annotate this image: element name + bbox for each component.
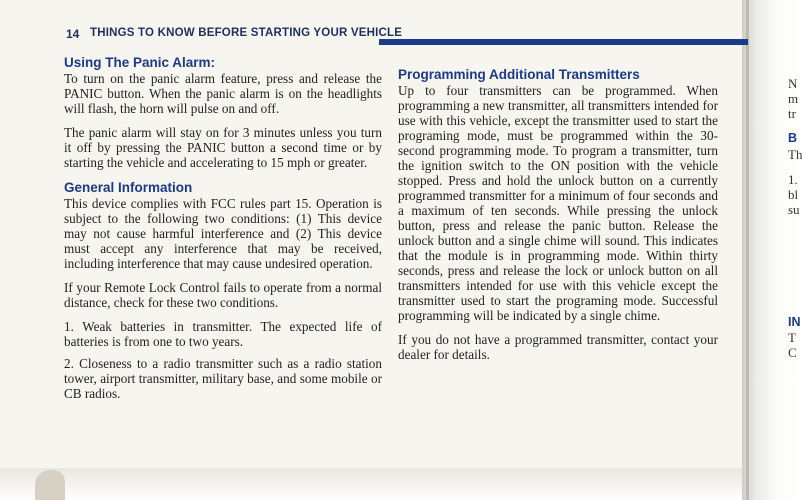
- next-page-heading: IN: [788, 315, 801, 329]
- condition-item-2: 2. Closeness to a radio transmitter such as a radio station tower, airport transmitter, military base, and some mobile or CB radios.: [64, 356, 382, 401]
- next-page-line: 1.: [788, 172, 798, 187]
- next-page-line: N: [788, 76, 798, 91]
- panic-alarm-paragraph-2: The panic alarm will stay on for 3 minutes unless you turn it off by pressing the PANIC button a second time or by starting the vehicle and accelerating to 15 mph or greater.: [64, 125, 382, 170]
- general-information-heading: General Information: [64, 180, 193, 195]
- next-page-line: m: [788, 91, 799, 106]
- left-column: [64, 54, 382, 408]
- book-binding: [742, 0, 800, 500]
- panic-alarm-heading: Using The Panic Alarm:: [64, 55, 216, 70]
- programming-heading: Programming Additional Transmitters: [398, 67, 640, 82]
- next-page-line: bl: [788, 187, 799, 202]
- gutter-edge: [746, 0, 749, 500]
- general-information-paragraph-2: If your Remote Lock Control fails to operate from a normal distance, check for these two conditions.: [64, 280, 382, 310]
- page-header: [66, 25, 748, 47]
- right-column: [398, 66, 718, 371]
- next-page-heading: B: [788, 131, 798, 145]
- next-page-line: T: [788, 330, 796, 345]
- general-information-paragraph-1: This device complies with FCC rules part 15. Operation is subject to the following two conditions: (1) This device may not cause harmful interference and (2) This device must accept any interference that may be received, including interference that may cause undesired operation.: [64, 196, 382, 271]
- next-page-line: tr: [788, 106, 796, 121]
- header-rule: [379, 39, 748, 45]
- section-title: THINGS TO KNOW BEFORE STARTING YOUR VEHICLE: [90, 27, 403, 39]
- condition-item-1: 1. Weak batteries in transmitter. The expected life of batteries is from one to two years.: [64, 319, 382, 349]
- next-page-line: Th: [788, 147, 802, 162]
- torn-corner: [35, 470, 65, 500]
- panic-alarm-paragraph-1: To turn on the panic alarm feature, press and release the PANIC button. When the panic alarm is on the headlights will flash, the horn will pulse on and off.: [64, 71, 382, 116]
- next-page-line: su: [788, 202, 800, 217]
- programming-paragraph-1: Up to four transmitters can be programmed. When programming a new transmitter, all transmitters intended for use with this vehicle, except the transmitter used to start the programing mode, must be programmed within the 30-second programming mode. To program a transmitter, turn the ignition switch to the ON position with the vehicle stopped. Press and hold the unlock button on a currently programmed transmitter for a minimum of four seconds and a maximum of ten seconds. While pressing the unlock button, press and release the panic button. Release the unlock button and a single chime will sound. This indicates that the module is in programming mode. Within thirty seconds, press and release the lock or unlock button on all transmitters intended for use with this vehicle except the transmitter used to start the programing mode. Successful programming will be indicated by a single chime.: [398, 83, 718, 323]
- next-page-line: C: [788, 345, 797, 360]
- page-bottom-shadow: [0, 468, 742, 500]
- page-number: 14: [66, 27, 80, 41]
- programming-paragraph-2: If you do not have a programmed transmitter, contact your dealer for details.: [398, 332, 718, 362]
